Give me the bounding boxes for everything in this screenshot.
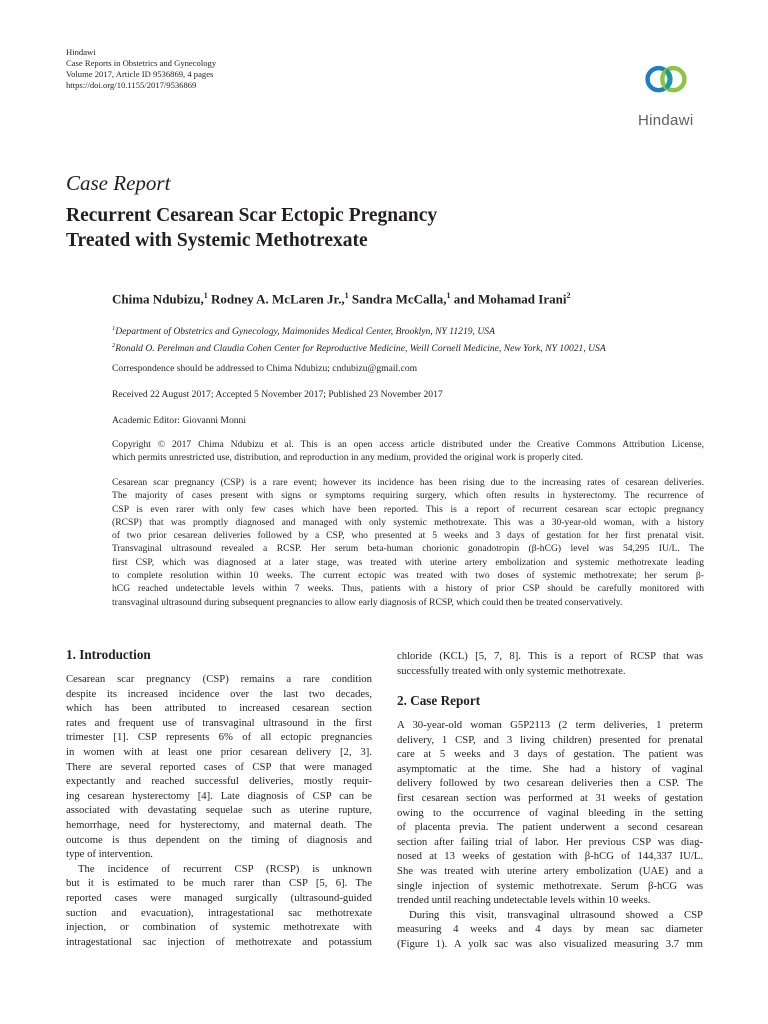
article-metadata xyxy=(66,47,216,91)
body-line: suction and evacuation), intragestational sac methotrexate xyxy=(66,906,372,919)
article-type: Case Report xyxy=(66,171,171,195)
author-name: Chima Ndubizu, xyxy=(112,291,204,307)
title-line-2: Treated with Systemic Methotrexate xyxy=(66,230,368,251)
body-line: care at 5 weeks and 3 days of gestation. The patient was xyxy=(397,748,703,761)
article-dates: Received 22 August 2017; Accepted 5 November 2017; Published 23 November 2017 xyxy=(112,389,443,400)
abstract xyxy=(112,476,704,609)
copyright-line: Copyright © 2017 Chima Ndubizu et al. This is an open access article distributed under the Creative Commons Attribution License, xyxy=(112,439,704,450)
body-line: injection, or combination of systemic methotrexate with xyxy=(66,921,372,934)
case-report-heading: 2. Case Report xyxy=(397,693,481,708)
author-affiliation-mark: 2 xyxy=(566,291,571,300)
body-line: (Figure 1). A yolk sac was also visualized measuring 3.7 mm xyxy=(397,937,703,950)
author-affiliation-mark: 1 xyxy=(446,291,451,300)
body-line: outcome is thus dependent on the timing of diagnosis and xyxy=(66,833,372,846)
academic-editor: Academic Editor: Giovanni Monni xyxy=(112,415,247,426)
abstract-line: Cesarean scar pregnancy (CSP) is a rare event; however its incidence has been rising due to the increasing rates of cesarean deliveries. xyxy=(112,477,704,488)
author-list xyxy=(112,291,570,307)
body-line: She was treated with uterine artery embolization (UAE) and a xyxy=(397,864,703,877)
body-line: in women with at least one prior cesarean delivery [2, 3]. xyxy=(66,745,372,758)
author-name: Sandra McCalla, xyxy=(348,291,447,307)
body-line: type of intervention. xyxy=(66,848,153,861)
introduction-text xyxy=(66,672,372,949)
body-line: despite its increased incidence over the last two decades, xyxy=(66,687,372,700)
author-name: and Mohamad Irani xyxy=(450,291,567,307)
body-line: intragestational sac injection of methotrexate and potassium xyxy=(66,935,372,948)
body-line: chloride (KCL) [5, 7, 8]. This is a report of RCSP that was xyxy=(397,650,703,662)
affiliation-text: Department of Obstetrics and Gynecology, Maimonides Medical Center, Brooklyn, NY 11219, USA xyxy=(115,326,495,338)
doi-link[interactable]: https://doi.org/10.1155/2017/9536869 xyxy=(66,80,197,90)
body-line: reported cases were managed surgically (ultrasound-guided xyxy=(66,891,372,904)
introduction-heading: 1. Introduction xyxy=(66,647,151,662)
abstract-line: first CSP, which was diagnosed at a later stage, was treated with uterine artery embolization and systemic methotrexate leading xyxy=(112,556,704,568)
body-line: owing to the occurrence of vaginal bleeding in the setting xyxy=(397,806,703,819)
body-line: but it is estimated to be much rarer than CSP [5, 6]. The xyxy=(66,877,372,890)
body-line: Cesarean scar pregnancy (CSP) remains a rare condition xyxy=(66,673,372,685)
correspondence: Correspondence should be addressed to Chima Ndubizu; cndubizu@gmail.com xyxy=(112,363,418,374)
body-line: expectantly and reached successful deliveries, mostly requir- xyxy=(66,775,372,788)
body-line: section after failing trial of labor. Her previous CSP was diag- xyxy=(397,835,703,848)
hindawi-logo-text: Hindawi xyxy=(638,112,694,129)
body-line: single injection of systemic methotrexate. Serum β-hCG was xyxy=(397,879,703,892)
affiliation-mark: 2 xyxy=(112,342,116,350)
body-line: of placenta previa. The patient underwent a second cesarean xyxy=(397,821,703,834)
body-line: trimester [1]. CSP represents 6% of all ectopic pregnancies xyxy=(66,731,372,744)
body-line: nosed at 13 weeks of gestation with β-hCG of 144,337 IU/L. xyxy=(397,850,703,863)
case-report-text xyxy=(397,718,703,952)
affiliation-2 xyxy=(112,339,606,356)
author-affiliation-mark: 1 xyxy=(344,291,349,300)
body-line: A 30-year-old woman G5P2113 (2 term deliveries, 1 preterm xyxy=(397,719,703,731)
body-line: delivery followed by two cesarean deliveries then a CSP. The xyxy=(397,777,703,790)
abstract-line: transvaginal ultrasound during subsequent pregnancies to allow early diagnosis of RCSP, which could then be treated conservatively. xyxy=(112,596,623,608)
abstract-line: Transvaginal ultrasound revealed a RCSP. Her serum beta-human chorionic gonadotropin (β-hCG) level was 54,295 IU/L. The xyxy=(112,543,704,555)
copyright-line: which permits unrestricted use, distribution, and reproduction in any medium, provided the original work is properly cited. xyxy=(112,452,584,464)
hindawi-logo-icon xyxy=(628,60,704,116)
copyright-notice xyxy=(112,438,704,465)
publisher-name: Hindawi xyxy=(66,47,96,57)
body-line: asymptomatic at the time. She had a history of vaginal xyxy=(397,762,703,775)
body-line: delivery, 1 CSP, and 3 living children) presented for prenatal xyxy=(397,733,703,746)
body-line: hemorrhage, need for hysterectomy, and maternal death. The xyxy=(66,818,372,831)
affiliation-mark: 1 xyxy=(112,325,116,332)
journal-name: Case Reports in Obstetrics and Gynecology xyxy=(66,58,217,68)
affiliations xyxy=(112,322,606,356)
article-title xyxy=(66,203,437,253)
affiliation-1 xyxy=(112,322,606,339)
body-line: trended until reaching undetectable levels within 10 weeks. xyxy=(397,894,651,907)
body-line: rates and frequent use of transvaginal ultrasound in the first xyxy=(66,716,372,729)
abstract-line: (RCSP) that was promptly diagnosed and managed with only systemic methotrexate. This was a 30-year-old woman, with a history xyxy=(112,516,704,528)
body-line: associated with devastating sequelae such as uterine rupture, xyxy=(66,804,372,817)
abstract-line: hCG reached undetectable levels within 7 weeks. Thus, patients with a history of prior CSP should be carefully monitored with xyxy=(112,583,704,595)
abstract-line: to complete resolution within 10 weeks. The current ectopic was treated with two doses of systemic methotrexate; her serum β- xyxy=(112,570,704,582)
body-line: first cesarean section was performed at 31 weeks of gestation xyxy=(397,791,703,804)
abstract-line: of two prior cesarean deliveries followed by a CSP, who presented at 5 weeks and 3 days of gestation for her first prenatal visit. xyxy=(112,530,704,542)
affiliation-text: Ronald O. Perelman and Claudia Cohen Center for Reproductive Medicine, Weill Cornell Medicine, New York, NY 10021, USA xyxy=(115,343,606,355)
body-line: which has been attributed to increased cesarean section xyxy=(66,702,372,715)
introduction-continued xyxy=(397,649,703,678)
body-line: There are several reported cases of CSP that were managed xyxy=(66,760,372,773)
body-line: The incidence of recurrent CSP (RCSP) is unknown xyxy=(78,862,372,875)
author-affiliation-mark: 1 xyxy=(203,291,208,300)
abstract-line: The majority of cases present with signs or symptoms requiring surgery, which often results in hysterectomy. The recurrence of xyxy=(112,490,704,502)
author-name: Rodney A. McLaren Jr., xyxy=(207,291,345,307)
body-line: successfully treated with only systemic methotrexate. xyxy=(397,664,626,677)
title-line-1: Recurrent Cesarean Scar Ectopic Pregnancy xyxy=(66,205,438,226)
abstract-line: CSP is even rarer with only few cases which have been reported. This is a report of recurrent cesarean scar ectopic pregnancy xyxy=(112,503,704,515)
body-line: measuring 4 weeks and 4 days by mean sac diameter xyxy=(397,923,703,936)
body-line: During this visit, transvaginal ultrasound showed a CSP xyxy=(409,908,703,921)
body-line: ing cesarean hysterectomy [4]. Late diagnosis of CSP can be xyxy=(66,789,372,802)
volume-info: Volume 2017, Article ID 9536869, 4 pages xyxy=(66,69,214,79)
